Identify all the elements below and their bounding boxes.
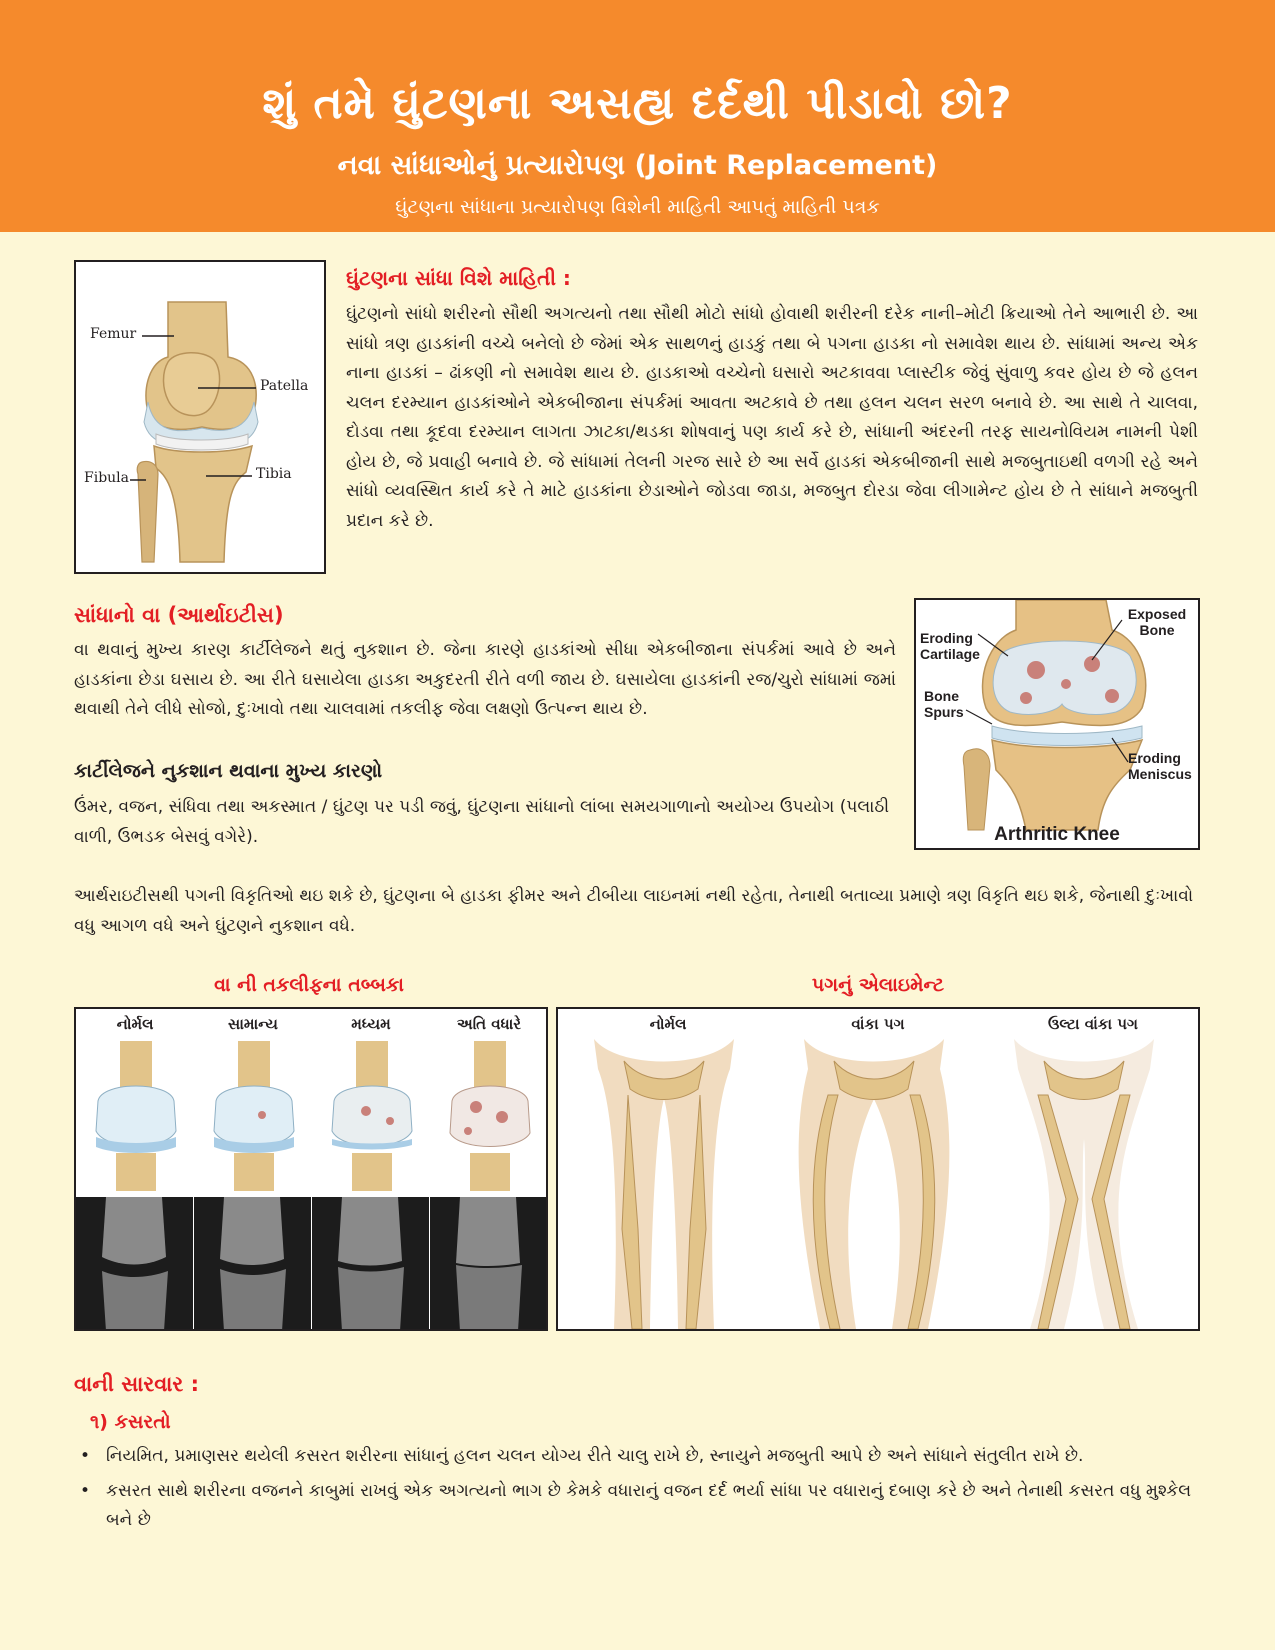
- alignment-normal-label: નોર્મલ: [649, 1015, 687, 1033]
- label-eroding-cartilage-text: Eroding Cartilage: [920, 630, 980, 662]
- page-subtitle: નવા સાંધાઓનું પ્રત્યારોપણ (Joint Replacement): [337, 150, 938, 181]
- label-eroding-cartilage: [920, 630, 990, 662]
- bullet-dot: •: [80, 1481, 91, 1501]
- legs-normal: [594, 1039, 734, 1329]
- stage-knee-severe: [450, 1041, 530, 1191]
- knee-anatomy-illustration: [76, 262, 326, 574]
- xray-moderate: [312, 1197, 429, 1331]
- stage-moderate-label: મધ્યમ: [351, 1015, 391, 1033]
- label-exposed-bone-text: Exposed Bone: [1127, 606, 1187, 638]
- alignment-figure: [556, 1007, 1200, 1331]
- exercise-bullet-2: કસરત સાથે શરીરના વજનને કાબુમાં રાખવું એક અગત્યનો ભાગ છે કેમકે વધારાનું વજન દર્દ ભર્યા સાંધા પર વધારાનું દબાણ કરે છે અને તેનાથી કસરત વધુ મુશ્કેલ બને છે: [106, 1481, 1192, 1530]
- legs-knock-knees: [1014, 1039, 1154, 1329]
- exercise-heading: ૧) કસરતો: [90, 1411, 171, 1433]
- arthritis-heading: સાંધાનો વા (આર્થાઇટીસ): [74, 603, 284, 627]
- label-tibia: Tibia: [256, 466, 292, 482]
- arthritic-knee-figure: [914, 598, 1200, 850]
- stages-figure: [74, 1007, 548, 1331]
- knee-info-text: ઘુંટણનો સાંધો શરીરનો સૌથી અગત્યનો તથા સૌથી મોટો સાંધો હોવાથી શરીરની દરેક નાની–મોટી ક્રિયાઓ તેને આભારી છે. આ સાંધો ત્રણ હાડકાંની વચ્ચે બનેલો છે જેમાં એક સાથળનું હાડકું તથા બે પગના હાડકા નો સમાવેશ થાય છે. સાંધામાં અન્ય એક નાના હાડકાં – ઢાંકણી નો સમાવેશ થાય છે. હાડકાઓ વચ્ચેનો ઘસારો અટકાવવા પ્લાસ્ટીક જેવું સુંવાળુ કવર હોય છે જે હલન ચલન દરમ્યાન હાડકાંઓને એકબીજાના સંપર્કમાં આવતા અટકાવે છે તથા હલન ચલન સરળ બનાવે છે. આ સાથે તે ચાલવા, દોડવા તથા કૂદવા દરમ્યાન લાગતા ઝાટકા/થડકા શોષવાનું પણ કાર્ય કરે છે, સાંધાની અંદરની તરફ સાયનોવિયમ નામની પેશી હોય છે, જે પ્રવાહી બનાવે છે. જે સાંધામાં તેલની ગરજ સારે છે આ સર્વે હાડકાં એકબીજાની સાથે મજબુતાઇથી વળગી રહે અને સાંધો વ્યવસ્થિત કાર્ય કરે તે માટે હાડકાંના છેડાઓને જોડવા જાડા, મજબુત દોરડા જેવા લીગામેન્ટ હોય છે તે સાંધાને મજબુતી પ્રદાન કરે છે.: [346, 304, 1198, 531]
- label-eroding-meniscus-text: Eroding Meniscus: [1128, 750, 1192, 782]
- label-exposed-bone: [1116, 606, 1198, 638]
- bullet-dot: •: [80, 1446, 91, 1466]
- page-title: શું તમે ઘુંટણના અસહ્ય દર્દથી પીડાવો છો?: [262, 78, 1013, 129]
- stage-knee-normal: [96, 1041, 176, 1191]
- xray-normal: [76, 1197, 193, 1331]
- alignment-knock-knees-label: ઉલ્ટા વાંકા પગ: [1048, 1015, 1138, 1033]
- stage-knee-moderate: [332, 1041, 412, 1191]
- label-eroding-meniscus: [1128, 750, 1198, 782]
- label-bone-spurs: [924, 688, 970, 720]
- label-bone-spurs-text: Bone Spurs: [924, 688, 964, 720]
- knee-info-heading: ઘુંટણના સાંધા વિશે માહિતી :: [346, 266, 571, 290]
- stages-knee-illustrations: [76, 1041, 546, 1191]
- arthritis-text: વા થવાનું મુખ્ય કારણ કાર્ટીલેજને થતું નુકશાન છે. જેના કારણે હાડકાંઓ સીધા એકબીજાના સંપર્કમાં આવે છે અને હાડકાંના છેડા ઘસાય છે. આ રીતે ઘસાયેલા હાડકા અકુદરતી રીતે વળી જાય છે. ઘસાયેલા હાડકાંની રજ/ચુરો સાંધામાં જમાં થવાથી તેને લીધે સોજો, દુઃખાવો તથા ચાલવામાં તકલીફ જેવા લક્ષણો ઉત્પન્ન થાય છે.: [74, 640, 896, 719]
- label-patella: Patella: [260, 378, 309, 394]
- header-banner: [0, 0, 1275, 232]
- exercise-bullet-1: નિયમિત, પ્રમાણસર થયેલી કસરત શરીરના સાંધાનું હલન ચલન યોગ્ય રીતે ચાલુ રાખે છે, સ્નાયુને મજબુતી આપે છે અને સાંધાને સંતુલીત રાખે છે.: [106, 1446, 1084, 1466]
- xray-mild: [194, 1197, 311, 1331]
- stage-mild-label: સામાન્ય: [228, 1015, 278, 1033]
- causes-heading: કાર્ટીલેજને નુકશાન થવાના મુખ્ય કારણો: [74, 760, 383, 782]
- label-fibula: Fibula: [84, 470, 129, 486]
- page-tagline: ઘુંટણના સાંધાના પ્રત્યારોપણ વિશેની માહિતી આપતું માહિતી પત્રક: [395, 196, 880, 218]
- list-item: [78, 1477, 1198, 1535]
- xray-severe: [430, 1197, 548, 1331]
- alignment-bowlegs-label: વાંકા પગ: [851, 1015, 905, 1033]
- alignment-leg-illustrations: [558, 1039, 1198, 1329]
- alignment-title: પગનું એલાઇમેન્ટ: [811, 974, 945, 996]
- treatment-heading: વાની સારવાર :: [74, 1372, 199, 1396]
- knee-anatomy-figure: [74, 260, 326, 574]
- list-item: [78, 1442, 1198, 1471]
- stage-severe-label: અતિ વધારે: [456, 1015, 522, 1033]
- legs-bowlegs: [799, 1039, 950, 1329]
- causes-text: ઉંમર, વજન, સંધિવા તથા અકસ્માત / ઘુંટણ પર પડી જવું, ઘુંટણના સાંધાનો લાંબા સમયગાળાનો અયોગ્ય ઉપયોગ (પલાઠી વાળી, ઉભડક બેસવું વગેરે).: [74, 797, 890, 847]
- exercise-bullets: [78, 1442, 1198, 1541]
- stages-title: વા ની તકલીફના તબ્બકા: [214, 974, 404, 996]
- label-femur: Femur: [90, 326, 137, 342]
- stage-normal-label: નોર્મલ: [116, 1015, 154, 1033]
- stage-knee-mild: [214, 1041, 294, 1191]
- arthritic-knee-caption: Arthritic Knee: [994, 824, 1120, 845]
- deformity-text: આર્થરાઇટીસથી પગની વિકૃતિઓ થઇ શકે છે, ઘુંટણના બે હાડકા ફીમર અને ટીબીયા લાઇનમાં નથી રહેતા, તેનાથી બતાવ્યા પ્રમાણે ત્રણ વિકૃતિ થઇ શકે, જેનાથી દુઃખાવો વધુ આગળ વધે અને ઘુંટણને નુકશાન વધે.: [74, 886, 1194, 936]
